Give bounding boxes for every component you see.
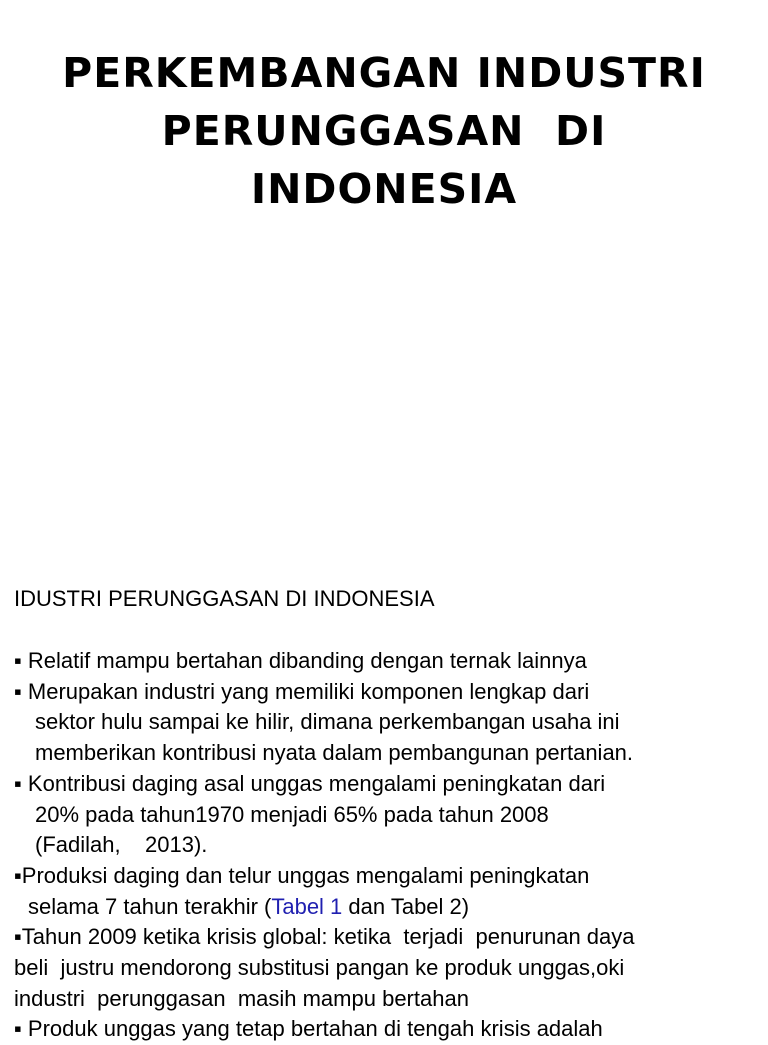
bullet-merupakan-cont-2: memberikan kontribusi nyata dalam pembangunan pertanian.: [35, 740, 634, 766]
bullet-merupakan-cont-1: sektor hulu sampai ke hilir, dimana perkembangan usaha ini: [35, 709, 620, 735]
title-line-3: INDONESIA: [250, 165, 518, 213]
tabel-suffix: dan Tabel 2): [342, 893, 470, 919]
bullet-tahun-2009-cont-1: beli justru mendorong substitusi pangan ke produk unggas,oki: [14, 955, 625, 981]
bullet-merupakan: ▪ Merupakan industri yang memiliki komponen lengkap dari: [14, 678, 590, 704]
page-title: [0, 44, 768, 218]
spacer: [14, 615, 764, 646]
bullet-tahun-2009-cont-2: industri perunggasan masih mampu bertahan: [14, 985, 469, 1011]
tabel-prefix: selama 7 tahun terakhir (: [28, 893, 272, 919]
bullet-produksi: ▪Produksi daging dan telur unggas mengalami peningkatan: [14, 862, 590, 888]
title-line-1: PERKEMBANGAN INDUSTRI: [62, 49, 706, 97]
bullet-relatif: ▪ Relatif mampu bertahan dibanding dengan ternak lainnya: [14, 648, 587, 673]
bullet-tahun-2009: ▪Tahun 2009 ketika krisis global: ketika terjadi penurunan daya: [14, 924, 635, 950]
bullet-kontribusi-cont-2: (Fadilah, 2013).: [35, 832, 208, 858]
title-line-2: PERUNGGASAN DI: [161, 107, 607, 155]
bullet-produk-unggas: ▪ Produk unggas yang tetap bertahan di tengah krisis adalah: [14, 1016, 603, 1042]
tabel-1-link[interactable]: Tabel 1: [271, 893, 343, 919]
section-heading: IDUSTRI PERUNGGASAN DI INDONESIA: [14, 586, 435, 611]
bullet-kontribusi: ▪ Kontribusi daging asal unggas mengalami peningkatan dari: [14, 770, 606, 796]
bullet-produksi-cont: [14, 892, 764, 923]
bullet-kontribusi-cont-1: 20% pada tahun1970 menjadi 65% pada tahun 2008: [35, 801, 549, 827]
body-text: [14, 584, 764, 1045]
